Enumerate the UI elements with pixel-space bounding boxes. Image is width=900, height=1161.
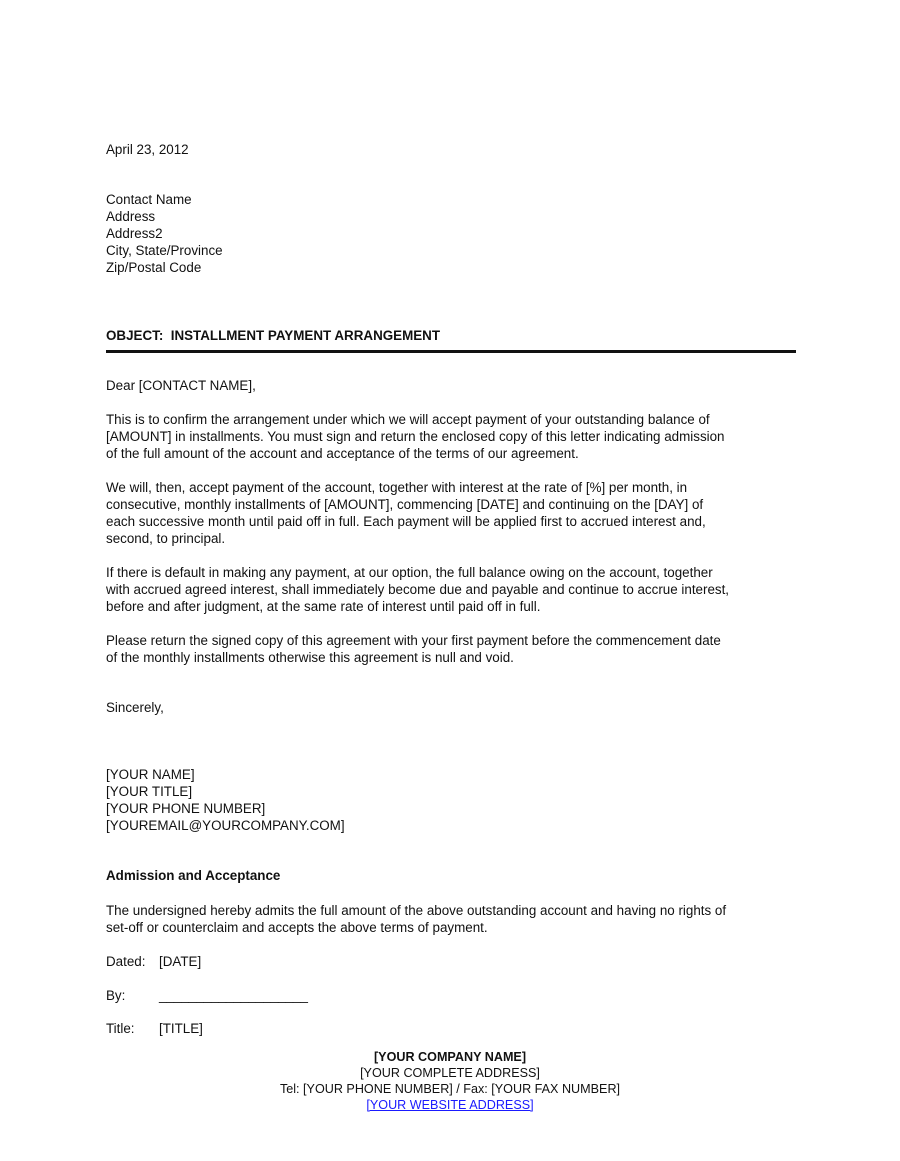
signature-line: [YOUR TITLE] xyxy=(106,784,193,799)
title-value: [TITLE] xyxy=(159,1021,203,1036)
paragraph-line: [AMOUNT] in installments. You must sign and return the enclosed copy of this letter indicating admission xyxy=(106,429,725,444)
dated-label: Dated: xyxy=(106,954,146,969)
paragraph-line: consecutive, monthly installments of [AMOUNT], commencing [DATE] and continuing on the [DAY] of xyxy=(106,497,704,512)
by-row xyxy=(106,987,308,1004)
signature-line: [YOUREMAIL@YOURCOMPANY.COM] xyxy=(106,818,345,833)
footer-company-name: [YOUR COMPANY NAME] xyxy=(373,1050,527,1064)
paragraph-line: If there is default in making any payment, at our option, the full balance owing on the account, together xyxy=(106,565,713,580)
recipient-line: Address xyxy=(106,209,156,224)
subject-divider xyxy=(106,350,796,353)
paragraph-line: This is to confirm the arrangement under which we will accept payment of your outstanding balance of xyxy=(106,412,710,427)
recipient-line: Address2 xyxy=(106,226,163,241)
signature-line: [YOUR PHONE NUMBER] xyxy=(106,801,266,816)
recipient-line: Zip/Postal Code xyxy=(106,260,202,275)
letter-date: April 23, 2012 xyxy=(106,142,189,157)
by-label: By: xyxy=(106,988,126,1003)
footer-website-link[interactable]: [YOUR WEBSITE ADDRESS] xyxy=(366,1098,534,1112)
paragraph-line: second, to principal. xyxy=(106,531,226,546)
title-row xyxy=(106,1020,203,1037)
recipient-line: Contact Name xyxy=(106,192,192,207)
paragraph-line: of the full amount of the account and acceptance of the terms of our agreement. xyxy=(106,446,579,461)
subject-heading: OBJECT: INSTALLMENT PAYMENT ARRANGEMENT xyxy=(106,328,441,343)
footer-website-row xyxy=(0,1097,900,1114)
acceptance-heading: Admission and Acceptance xyxy=(106,868,281,883)
title-label: Title: xyxy=(106,1021,135,1036)
paragraph-line: The undersigned hereby admits the full amount of the above outstanding account and having no rights of xyxy=(106,903,727,918)
salutation: Dear [CONTACT NAME], xyxy=(106,378,256,393)
footer-contact: Tel: [YOUR PHONE NUMBER] / Fax: [YOUR FAX NUMBER] xyxy=(279,1082,621,1096)
dated-value: [DATE] xyxy=(159,954,202,969)
paragraph-line: before and after judgment, at the same rate of interest until paid off in full. xyxy=(106,599,541,614)
signature-line: [YOUR NAME] xyxy=(106,767,195,782)
paragraph-line: each successive month until paid off in full. Each payment will be applied first to accrued interest and, xyxy=(106,514,706,529)
paragraph-line: set-off or counterclaim and accepts the above terms of payment. xyxy=(106,920,488,935)
dated-row xyxy=(106,953,201,970)
paragraph-line: We will, then, accept payment of the account, together with interest at the rate of [%] per month, in xyxy=(106,480,688,495)
closing: Sincerely, xyxy=(106,700,164,715)
recipient-line: City, State/Province xyxy=(106,243,223,258)
footer-address: [YOUR COMPLETE ADDRESS] xyxy=(360,1066,540,1080)
paragraph-line: with accrued agreed interest, shall immediately become due and payable and continue to accrue interest, xyxy=(106,582,730,597)
paragraph-line: of the monthly installments otherwise this agreement is null and void. xyxy=(106,650,514,665)
signature-blank: ____________________ xyxy=(159,988,308,1003)
paragraph-line: Please return the signed copy of this agreement with your first payment before the commencement date xyxy=(106,633,721,648)
